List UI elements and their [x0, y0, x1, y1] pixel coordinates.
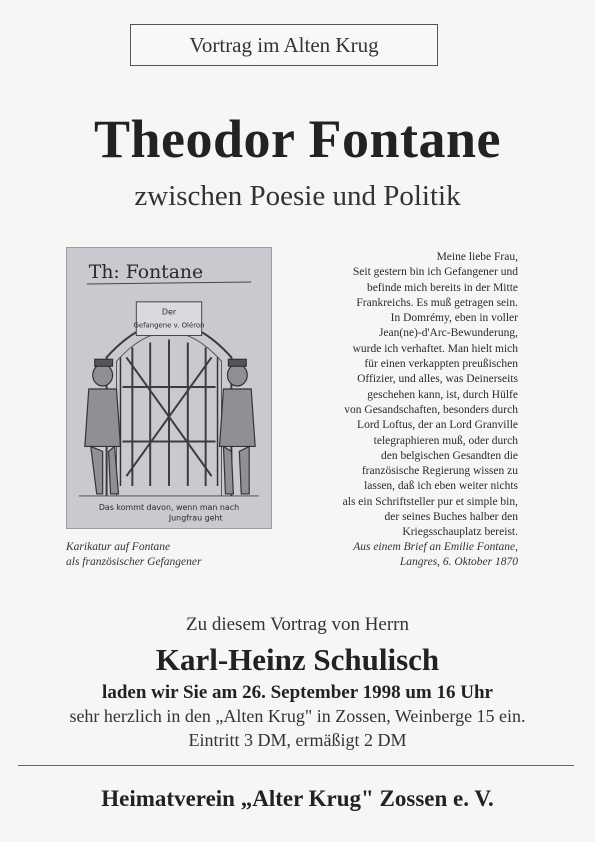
letter-excerpt — [296, 250, 518, 541]
letter-line: als ein Schriftsteller pur et simple bin, — [342, 495, 518, 508]
illustration-caption-line: als französischer Gefangener — [66, 556, 202, 568]
divider — [18, 765, 574, 766]
letter-line: Jean(ne)-d'Arc-Bewunderung, — [378, 327, 518, 340]
letter-line: wurde ich verhaftet. Man hielt mich — [352, 342, 518, 355]
letter-source-line: Aus einem Brief an Emilie Fontane, — [353, 541, 518, 553]
letter-line: telegraphieren muß, oder durch — [373, 434, 518, 447]
caricature-illustration — [66, 247, 272, 529]
illustration-caption-line: Karikatur auf Fontane — [66, 541, 171, 553]
illustration-sign-line-1: Der — [161, 307, 177, 317]
event-date-line: laden wir Sie am 26. September 1998 um 16 Uhr — [102, 682, 493, 703]
page-title: Theodor Fontane — [93, 109, 502, 169]
header-label: Vortrag im Alten Krug — [189, 32, 379, 57]
page-subtitle: zwischen Poesie und Politik — [134, 180, 461, 212]
letter-line: Kriegsschauplatz bereist. — [402, 526, 518, 539]
letter-line: französische Regierung wissen zu — [361, 465, 518, 478]
illustration-sign-line-2: Gefangene v. Oléron — [133, 321, 205, 330]
letter-line: Lord Loftus, der an Lord Granville — [357, 419, 518, 432]
illustration-caption — [66, 540, 296, 570]
letter-line: der seines Buches halber den — [384, 511, 518, 524]
entry-fee-line: Eintritt 3 DM, ermäßigt 2 DM — [188, 730, 407, 750]
event-place-line: sehr herzlich in den „Alten Krug" in Zossen, Weinberge 15 ein. — [69, 706, 526, 726]
organizer-footer: Heimatverein „Alter Krug" Zossen e. V. — [101, 786, 494, 811]
invitation-intro: Zu diesem Vortrag von Herrn — [185, 614, 410, 635]
letter-line: Seit gestern bin ich Gefangener und — [352, 266, 518, 279]
illustration-bottom-line-1: Das kommt davon, wenn man nach — [98, 502, 240, 512]
letter-line: befinde mich bereits in der Mitte — [366, 281, 518, 294]
illustration-bottom-line-2: Jungfrau geht — [168, 513, 223, 523]
letter-line: den belgischen Gesandten die — [381, 449, 518, 462]
header-box — [130, 24, 438, 66]
letter-line: lassen, daß ich eben weiter nichts — [364, 480, 518, 493]
caricature-drawing — [67, 248, 271, 528]
letter-line: Offizier, und alles, was Deinerseits — [357, 373, 518, 386]
letter-line: In Domrémy, eben in voller — [390, 312, 518, 325]
letter-line: geschehen kann, ist, durch Hülfe — [367, 388, 518, 401]
speaker-name: Karl-Heinz Schulisch — [155, 642, 440, 677]
letter-source — [300, 540, 518, 570]
letter-line: Frankreichs. Es muß getragen sein. — [356, 296, 518, 309]
letter-source-line: Langres, 6. Oktober 1870 — [399, 556, 518, 568]
illustration-signature: Th: Fontane — [88, 262, 204, 284]
letter-line: von Gesandschaften, besonders durch — [344, 403, 518, 416]
letter-line: für einen verkappten preußischen — [364, 358, 518, 371]
letter-line: Meine liebe Frau, — [436, 251, 518, 263]
